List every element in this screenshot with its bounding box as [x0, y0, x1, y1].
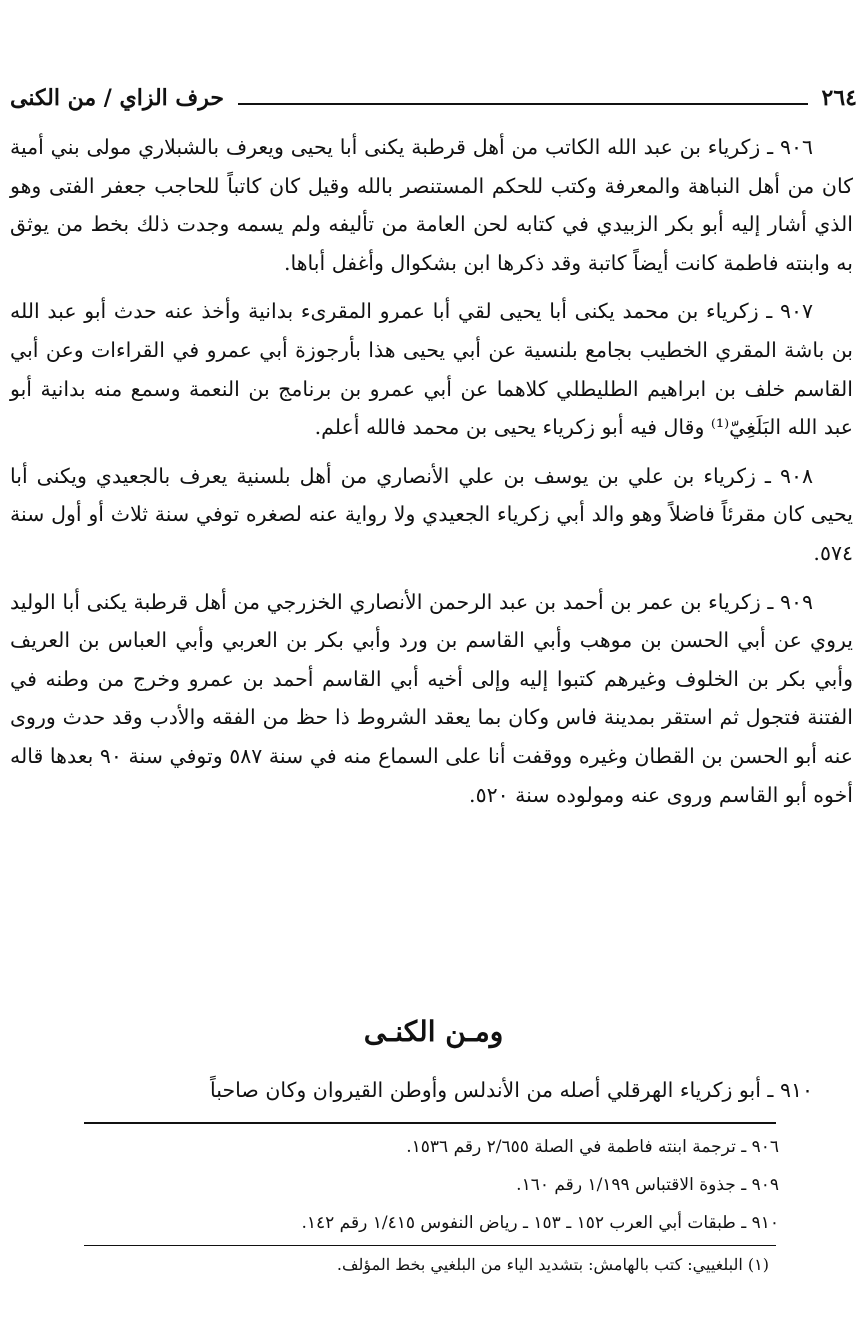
- entry-908: ٩٠٨ ـ زكرياء بن علي بن يوسف بن علي الأنصاري من أهل بلسنية يعرف بالجعيدي ويكنى أبا يحيى كان مقرئاً فاضلاً وهو والد أبي زكرياء الجعيدي ولا رواية عنه لصغره توفي سنة ثلاث أو أول سنة ٥٧٤.: [10, 463, 853, 565]
- footnote-divider: [84, 1245, 776, 1246]
- sources-notes: [40, 1128, 779, 1242]
- source-906: ٩٠٦ ـ ترجمة ابنته فاطمة في الصلة ٢/٦٥٥ رقم ١٥٣٦.: [406, 1137, 779, 1157]
- entry-907: ٩٠٧ ـ زكرياء بن محمد يكنى أبا يحيى لقي أبا عمرو المقرىء بدانية وأخذ عنه حدث أبو عبد الله بن باشة المقري الخطيب بجامع بلنسية عن أبي يحيى هذا بأرجوزة أبي عمرو في القراءات وعن أبي القاسم خلف بن ابراهيم الطليطلي كلاهما عن أبي عمرو بن برنامج بن النعمة وسمع منه بدانية أبو عبد الله البَلَغِيّ⁽¹⁾ وقال فيه أبو زكرياء يحيى بن محمد فالله أعلم.: [10, 299, 853, 440]
- sources-divider: [84, 1122, 776, 1124]
- main-text: [10, 128, 853, 824]
- entry-909: ٩٠٩ ـ زكرياء بن عمر بن أحمد بن عبد الرحمن الأنصاري الخزرجي من أهل قرطبة يكنى أبا الوليد يروي عن أبي الحسن بن موهب وأبي القاسم بن ورد وأبي بكر بن العربي وأبي العباس بن العريف وأبي بكر بن الخلوف وغيرهم كتبوا إليه وإلى أخيه أبي القاسم أحمد بن عمرو وخرج من وطنه في الفتنة فتجول ثم استقر بمدينة فاس وكان بما يعقد الشروط ذا حظ من الفقه والأدب وقد حدث وروى عنه أبو الحسن بن القطان وغيره ووقفت أنا على السماع منه في سنة ٥٨٧ وتوفي سنة ٩٠ بعدها قاله أخوه أبو القاسم وروى عنه ومولوده سنة ٥٢٠.: [10, 589, 854, 807]
- entry-910: ٩١٠ ـ أبو زكرياء الهرقلي أصله من الأندلس وأوطن القيروان وكان صاحباً: [210, 1078, 813, 1102]
- source-910: ٩١٠ ـ طبقات أبي العرب ١٥٢ ـ ١٥٣ ـ رياض النفوس ١/٤١٥ رقم ١٤٢.: [301, 1213, 779, 1233]
- section-heading: ومـن الكنـى: [363, 1015, 504, 1048]
- source-909: ٩٠٩ ـ جذوة الاقتباس ١/١٩٩ رقم ١٦٠.: [516, 1175, 779, 1195]
- page-number: ٢٦٤: [821, 85, 857, 111]
- header-rule: [238, 103, 808, 105]
- running-header: [10, 78, 857, 112]
- footnote: (١) البلغييي: كتب بالهامش: بتشديد الياء من البلغيي بخط المؤلف.: [336, 1255, 769, 1274]
- running-title: حرف الزاي / من الكنى: [10, 85, 224, 111]
- entry-906: ٩٠٦ ـ زكرياء بن عبد الله الكاتب من أهل قرطبة يكنى أبا يحيى ويعرف بالشبلاري مولى بني أمية كان من أهل النباهة والمعرفة وكتب للحكم المستنصر بالله وقيل كان كاتباً للحاجب جعفر الفتى وهو الذي أشار إليه أبو بكر الزبيدي في كتابه لحن العامة من تأليفه ولم يسمه وجدت ذلك بخط من يوثق به وابنته فاطمة كانت أيضاً كاتبة وقد ذكرها ابن بشكوال وأغفل أباها.: [10, 135, 853, 275]
